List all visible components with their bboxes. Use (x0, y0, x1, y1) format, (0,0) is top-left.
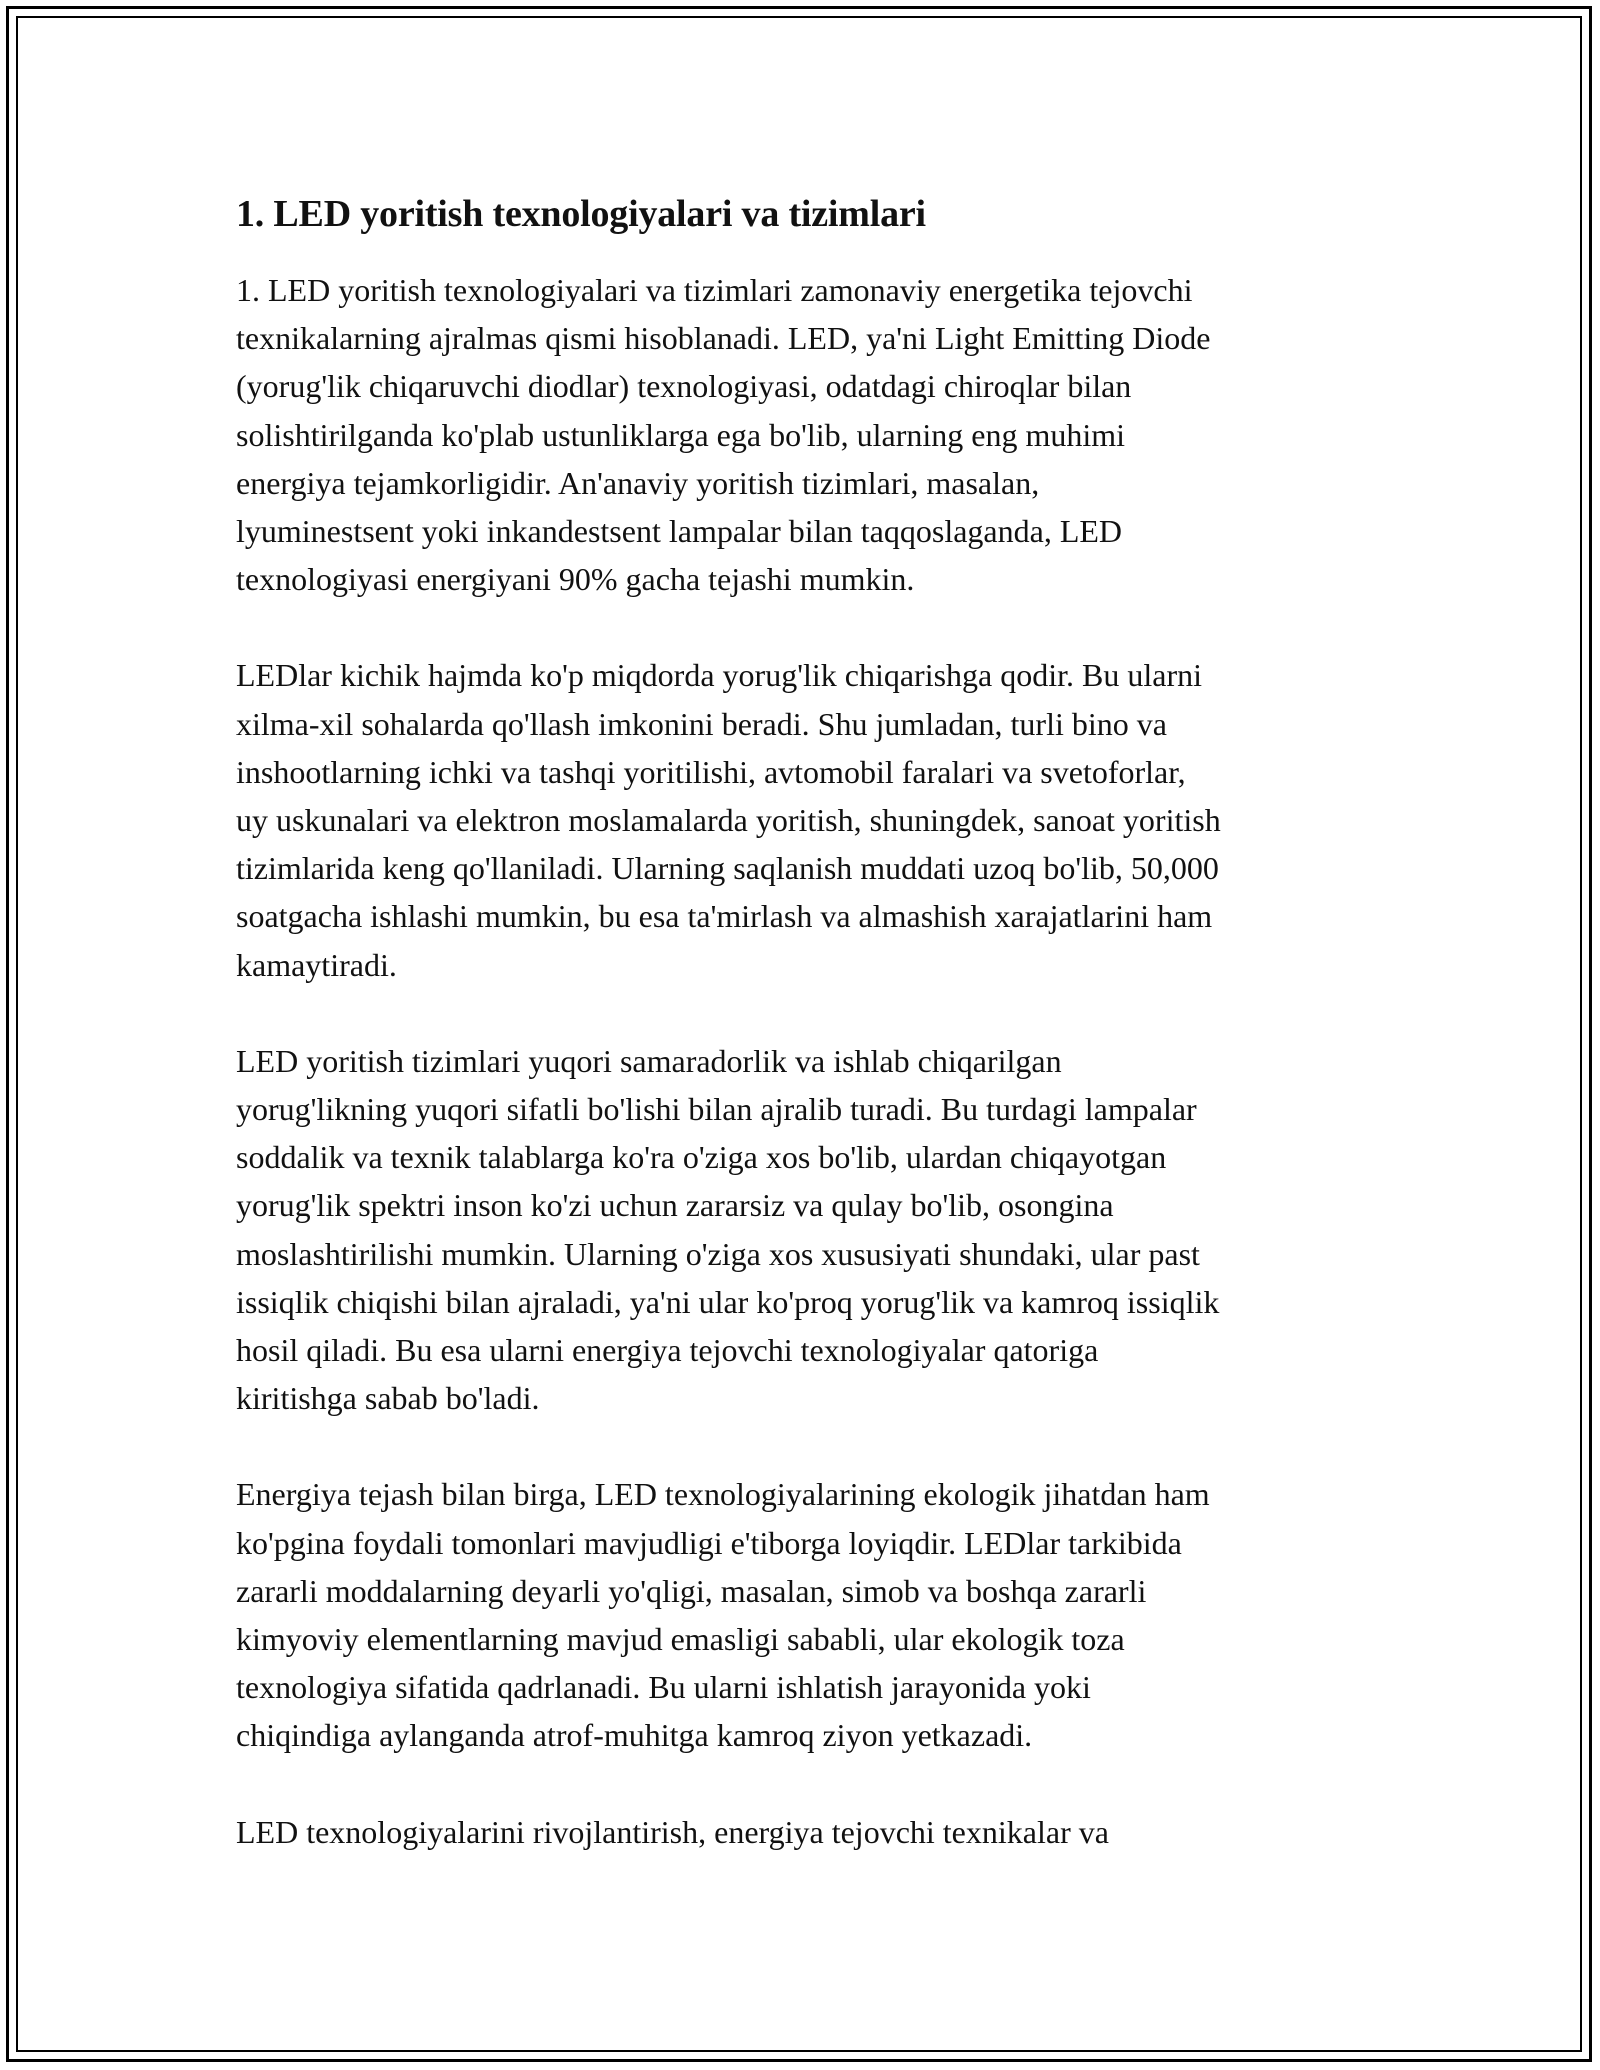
paragraph-1: 1. LED yoritish texnologiyalari va tizimlari zamonaviy energetika tejovchi texnikalarning ajralmas qismi hisoblanadi. LED, ya'ni Light Emitting Diode (yorug'lik chiqaruvchi diodlar) texnologiyasi, odatdagi chiroqlar bilan solishtirilganda ko'plab ustunliklarga ega bo'lib, ularning eng muhimi energiya tejamkorligidir. An'anaviy yoritish tizimlari, masalan, lyuminestsent yoki inkandestsent lampalar bilan taqqoslaganda, LED texnologiyasi energiyani 90% gacha tejashi mumkin. (236, 272, 1211, 598)
paragraph-2: LEDlar kichik hajmda ko'p miqdorda yorug'lik chiqarishga qodir. Bu ularni xilma-xil sohalarda qo'llash imkonini beradi. Shu jumladan, turli bino va inshootlarning ichki va tashqi yoritilishi, avtomobil faralari va svetoforlar, uy uskunalari va elektron moslamalarda yoritish, shuningdek, sanoat yoritish tizimlarida keng qo'llaniladi. Ularning saqlanish muddati uzoq bo'lib, 50,000 soatgacha ishlashi mumkin, bu esa ta'mirlash va almashish xarajatlarini ham kamaytiradi. (236, 657, 1221, 983)
paragraph-4: Energiya tejash bilan birga, LED texnologiyalarining ekologik jihatdan ham ko'pgina foydali tomonlari mavjudligi e'tiborga loyiqdir. LEDlar tarkibida zararli moddalarning deyarli yo'qligi, masalan, simob va boshqa zararli kimyoviy elementlarning mavjud emasligi sababli, ular ekologik toza texnologiya sifatida qadrlanadi. Bu ularni ishlatish jarayonida yoki chiqindiga aylanganda atrof-muhitga kamroq ziyon yetkazadi. (236, 1476, 1210, 1754)
paragraph-5: LED texnologiyalarini rivojlantirish, energiya tejovchi texnikalar va (236, 1813, 1109, 1850)
document-body (236, 184, 1376, 1904)
paragraph-3: LED yoritish tizimlari yuqori samaradorlik va ishlab chiqarilgan yorug'likning yuqori sifatli bo'lishi bilan ajralib turadi. Bu turdagi lampalar soddalik va texnik talablarga ko'ra o'ziga xos bo'lib, ulardan chiqayotgan yorug'lik spektri inson ko'zi uchun zararsiz va qulay bo'lib, osongina moslashtirilishi mumkin. Ularning o'ziga xos xususiyati shundaki, ular past issiqlik chiqishi bilan ajraladi, ya'ni ular ko'proq yorug'lik va kamroq issiqlik hosil qiladi. Bu esa ularni energiya tejovchi texnologiyalar qatoriga kiritishga sabab bo'ladi. (236, 1042, 1220, 1417)
section-heading: 1. LED yoritish texnologiyalari va tizimlari (236, 193, 926, 235)
